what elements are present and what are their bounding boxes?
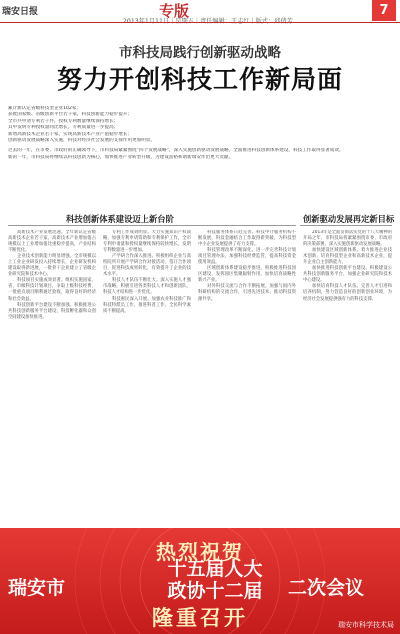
paragraph: 区域创新体系建设稳步推进。积极推进科技园区建设，发挥园区集聚辐射作用，加快培育战略性新兴产业。 bbox=[198, 266, 296, 284]
section-title-left: 科技创新体系建设迈上新台阶 bbox=[66, 214, 174, 224]
paragraph: 产学研合作深入推进。积极组织企业与高校院所开展产学研合作对接活动，签订合作项目，促进科技成果转化，有效提升了企业的技术水平。 bbox=[103, 254, 191, 278]
article-column-4 bbox=[303, 230, 392, 527]
paragraph: 2013年是全面贯彻落实党的十八大精神的开局之年，市科技局将紧紧围绕市委、市政府的决策部署，深入实施创新驱动发展战略。 bbox=[303, 230, 392, 248]
paragraph: 科技惠民深入开展。加强农业科技推广和科技特派员工作，推进科普工作，全民科学素质不断提高。 bbox=[103, 296, 191, 314]
congratulation-advert bbox=[0, 528, 400, 634]
summary-line: 累计新认定省级科技型企业102家； bbox=[8, 106, 82, 111]
header-divider bbox=[0, 22, 400, 23]
newspaper-logo: 瑞安日报 bbox=[2, 7, 39, 17]
summary-line: 其中发明专利授权量同比增长，专利质量进一步提高； bbox=[8, 125, 119, 131]
paragraph: 加快培育科技人才队伍。完善人才引进和培养机制，努力营造良好的创新创业环境，为经济社会发展提供强有力的科技支撑。 bbox=[303, 284, 392, 302]
paragraph: 科技创新平台建设不断加强。积极推进公共科技创新服务平台建设，科技孵化器和众创空间建设加快推进。 bbox=[8, 302, 96, 320]
summary-line: 过去的一年，在市委、市政府的正确领导下，市科技局紧紧围绕“四个发展战略”，深入实施创新驱动发展战略，全面推进科技创新体系建设，科技工作取得显著成效。 bbox=[8, 148, 344, 154]
advert-signature: 瑞安市科学技术局 bbox=[338, 621, 394, 629]
paragraph: 科技项目实施成效显著。组织实施国家、省、市级科技计划项目，争取上级科技经费，一批重点项目顺利通过验收，取得良好的经济和社会效益。 bbox=[8, 278, 96, 302]
paragraph: 专利工作成效明显。大力实施知识产权战略，加强专利申请资助和专利保护工作，全市专利申请量和授权量继续保持较快增长，发明专利数量进一步增加。 bbox=[103, 230, 191, 254]
article-column-3 bbox=[198, 230, 296, 527]
advert-headline: 热烈祝贺 bbox=[156, 540, 244, 564]
paragraph: 对外科技交流与合作不断拓展。加强与国内外科研机构的交流合作，引进先进技术，推动科技资源共享。 bbox=[198, 284, 296, 302]
summary-line: 全市共申请专利若干件，授权专利数量继续保持增长； bbox=[8, 118, 119, 124]
article-column-1 bbox=[8, 230, 96, 527]
paragraph: 企业技术创新能力明显增强。全市规模以上工业企业研发投入持续增长，企业研发机构建设取得新进展，一批骨干企业建立了省级企业研究院和技术中心。 bbox=[8, 254, 96, 278]
summary-line: 获批国家级、省级创新平台若干家，科技创新能力稳步提升； bbox=[8, 112, 133, 118]
paragraph: 高新技术产业发展迅速。全年新认定省级高新技术企业若干家，高新技术产业增加值占规模以上工业增加值比重稳步提高，产业结构不断优化。 bbox=[8, 230, 96, 254]
summary-line: 创新驱动发展战略深入实施，科技对经济社会发展的支撑作用更加明显。 bbox=[8, 138, 156, 144]
issue-meta bbox=[123, 16, 293, 25]
advert-session-top: 十五届人大 bbox=[167, 558, 263, 580]
paragraph: 科技服务体系日趋完善。科技中介服务机构不断发展，科技金融结合工作取得新突破，为科技型中小企业发展提供了有力支撑。 bbox=[198, 230, 296, 248]
paragraph: 科技管理改革不断深化。进一步完善科技计划项目管理办法，加强科技经费监管，提高科技资金使用效益。 bbox=[198, 248, 296, 266]
paragraph: 加快建设区域创新体系。着力推进企业技术创新，培育科技型企业和高新技术企业，提升企业自主创新能力。 bbox=[303, 248, 392, 266]
article-column-2 bbox=[103, 230, 191, 527]
article-kicker: 市科技局践行创新驱动战略 bbox=[119, 45, 281, 61]
summary-line: 新的一年，市科技局将继续以科技创新为核心，加快推进产业转型升级，为建设富裕和谐新瑞安作出更大贡献。 bbox=[8, 154, 234, 160]
paragraph: 加快推进科技创新平台建设。积极建设公共科技创新服务平台，加强企业研究院和技术中心建设。 bbox=[303, 266, 392, 284]
paragraph: 科技人才队伍不断壮大。深入实施人才强市战略，积极引进各类科技人才和创新团队，科技人才结构进一步优化。 bbox=[103, 278, 191, 296]
advert-tagline: 隆重召开 bbox=[152, 606, 248, 630]
page-header bbox=[0, 0, 400, 22]
page-number: 7 bbox=[372, 0, 396, 21]
advert-meeting: 二次会议 bbox=[288, 577, 365, 599]
advert-city: 瑞安市 bbox=[8, 577, 66, 599]
section-rule-left bbox=[8, 225, 296, 226]
section-banner: 专版 bbox=[159, 2, 190, 20]
advert-sessions bbox=[120, 558, 310, 602]
summary-line: 新增高新技术企业若干家，实现高新技术产业产值稳步增长； bbox=[8, 131, 133, 137]
section-title-right: 创新驱动发展再定新目标 bbox=[303, 214, 395, 224]
article-summary bbox=[8, 106, 392, 161]
article-headline: 努力开创科技工作新局面 bbox=[56, 65, 343, 94]
section-rule-right bbox=[300, 225, 392, 226]
advert-session-bottom: 政协十二届 bbox=[167, 580, 263, 602]
